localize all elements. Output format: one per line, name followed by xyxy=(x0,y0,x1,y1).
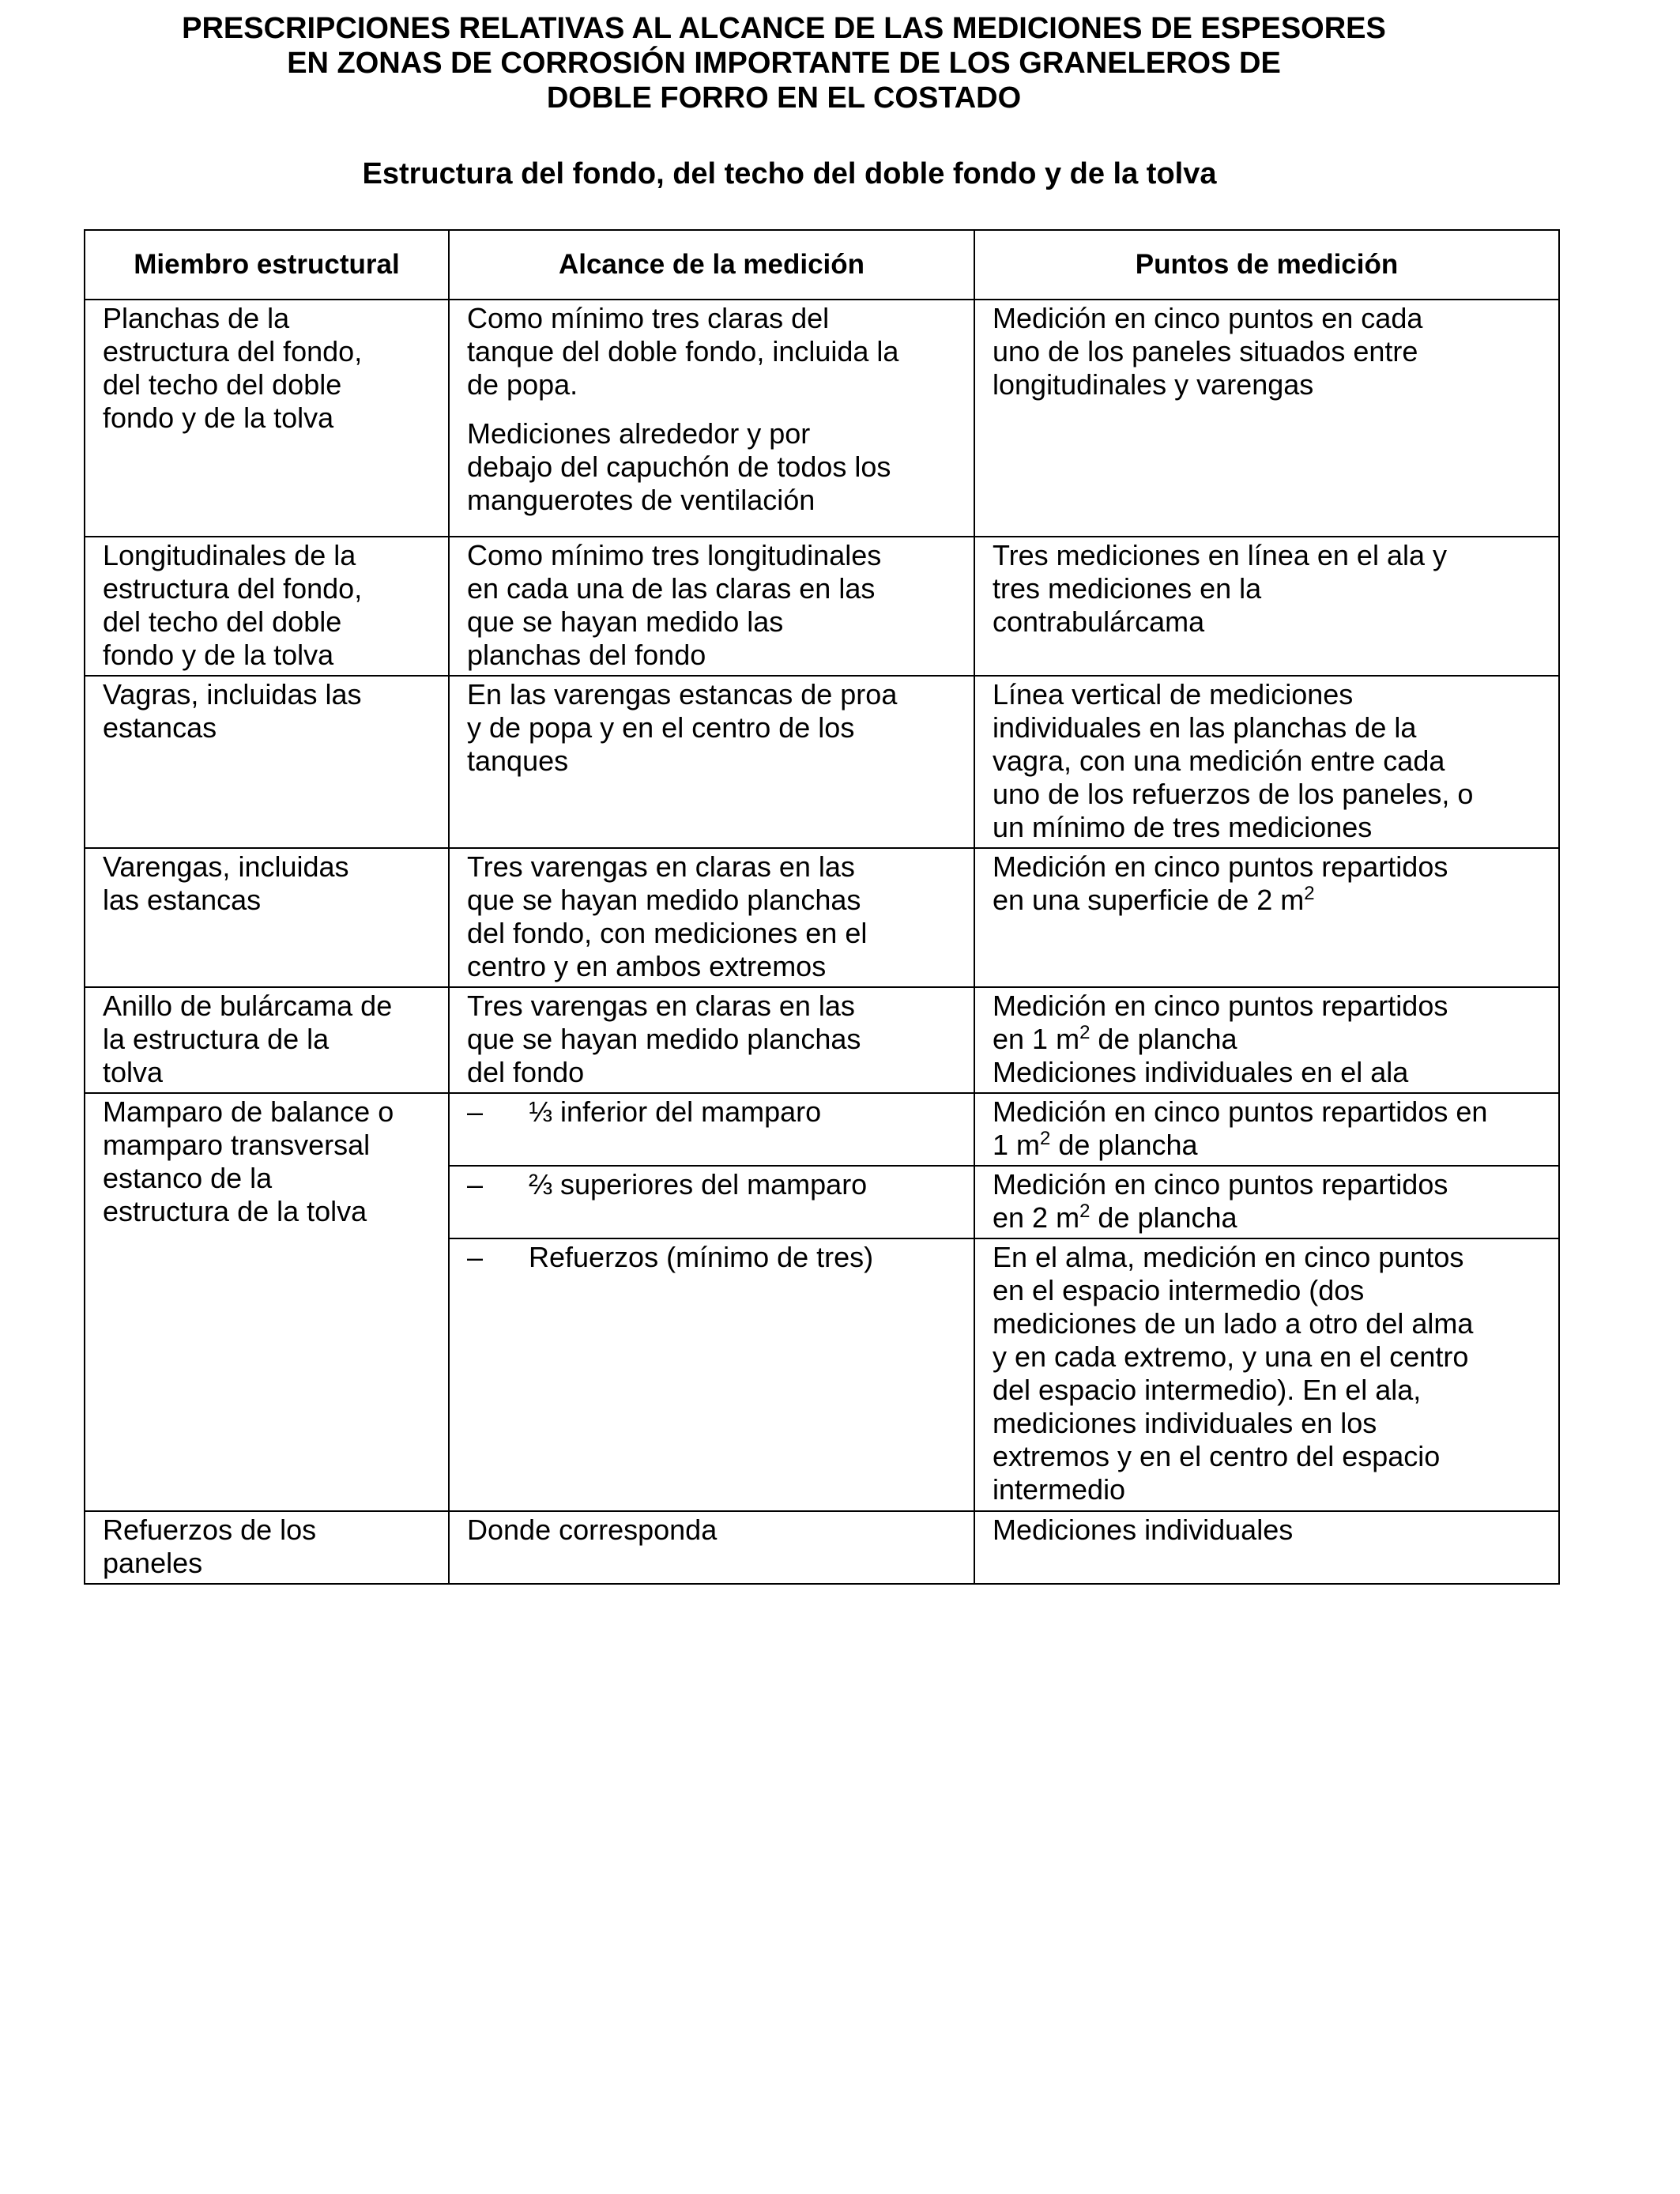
table-row xyxy=(85,1511,1559,1584)
scope-paragraph: Como mínimo tres claras del tanque del doble fondo, incluida la de popa. xyxy=(467,302,899,401)
superscript: 2 xyxy=(1079,1201,1090,1222)
title-line-1: PRESCRIPCIONES RELATIVAS AL ALCANCE DE LAS MEDICIONES DE ESPESORES xyxy=(182,12,1386,45)
member-cell: Planchas de la estructura del fondo, del techo del doble fondo y de la tolva xyxy=(85,300,449,537)
table-row xyxy=(85,987,1559,1093)
table-row xyxy=(85,300,1559,537)
scope-cell xyxy=(449,300,974,537)
scope-text: ⅔ superiores del mamparo xyxy=(529,1168,868,1201)
member-cell: Mamparo de balance o mamparo transversal estanco de la estructura de la tolva xyxy=(85,1093,449,1511)
title-line-3: DOBLE FORRO EN EL COSTADO xyxy=(546,81,1022,115)
points-cell: Tres mediciones en línea en el ala y tres mediciones en la contrabulárcama xyxy=(974,537,1559,676)
header-structural-member: Miembro estructural xyxy=(85,230,449,300)
scope-text: ⅓ inferior del mamparo xyxy=(529,1095,822,1128)
points-cell: Mediciones individuales xyxy=(974,1511,1559,1584)
member-cell: Refuerzos de los paneles xyxy=(85,1511,449,1584)
table-header-row xyxy=(85,230,1559,300)
member-cell: Vagras, incluidas las estancas xyxy=(85,676,449,848)
scope-paragraph: Mediciones alrededor y por debajo del capuchón de todos los manguerotes de ventilación xyxy=(467,417,891,516)
table-row xyxy=(85,1093,1559,1166)
table-row xyxy=(85,676,1559,848)
points-cell xyxy=(974,1093,1559,1166)
document-title xyxy=(0,11,1568,115)
points-text: Medición en cinco puntos repartidos en 1 m xyxy=(993,990,1448,1055)
table-row xyxy=(85,848,1559,987)
scope-cell xyxy=(449,1093,974,1166)
points-cell xyxy=(974,987,1559,1093)
points-text: Medición en cinco puntos repartidos en 1 m xyxy=(993,1095,1488,1161)
superscript: 2 xyxy=(1079,1022,1090,1043)
scope-cell xyxy=(449,1238,974,1511)
measurement-table xyxy=(84,229,1560,1585)
scope-cell: Donde corresponda xyxy=(449,1511,974,1584)
scope-cell: Como mínimo tres longitudinales en cada una de las claras en las que se hayan medido las planchas del fondo xyxy=(449,537,974,676)
superscript: 2 xyxy=(1304,883,1315,904)
header-measurement-scope: Alcance de la medición xyxy=(449,230,974,300)
points-cell: Medición en cinco puntos en cada uno de los paneles situados entre longitudinales y varengas xyxy=(974,300,1559,537)
points-text: de plancha xyxy=(1050,1129,1198,1161)
points-cell: Línea vertical de mediciones individuales en las planchas de la vagra, con una medición entre cada uno de los refuerzos de los paneles, o un mínimo de tres mediciones xyxy=(974,676,1559,848)
points-text: Medición en cinco puntos repartidos en una superficie de 2 m xyxy=(993,850,1448,916)
points-text: de plancha xyxy=(1090,1201,1237,1234)
member-cell: Varengas, incluidas las estancas xyxy=(85,848,449,987)
scope-text: Refuerzos (mínimo de tres) xyxy=(529,1241,874,1273)
scope-cell: Tres varengas en claras en las que se hayan medido planchas del fondo, con mediciones en el centro y en ambos extremos xyxy=(449,848,974,987)
scope-cell xyxy=(449,1166,974,1238)
scope-cell: Tres varengas en claras en las que se hayan medido planchas del fondo xyxy=(449,987,974,1093)
points-cell: En el alma, medición en cinco puntos en el espacio intermedio (dos mediciones de un lado a otro del alma y en cada extremo, y una en el centro del espacio intermedio). En el ala, mediciones individuales en los extremos y en el centro del espacio intermedio xyxy=(974,1238,1559,1511)
dash-bullet: – xyxy=(467,1095,484,1128)
table-row xyxy=(85,537,1559,676)
header-measurement-points: Puntos de medición xyxy=(974,230,1559,300)
title-line-2: EN ZONAS DE CORROSIÓN IMPORTANTE DE LOS GRANELEROS DE xyxy=(287,47,1281,80)
dash-bullet: – xyxy=(467,1168,484,1201)
member-cell: Longitudinales de la estructura del fondo, del techo del doble fondo y de la tolva xyxy=(85,537,449,676)
points-cell xyxy=(974,1166,1559,1238)
scope-cell: En las varengas estancas de proa y de popa y en el centro de los tanques xyxy=(449,676,974,848)
member-cell: Anillo de bulárcama de la estructura de la tolva xyxy=(85,987,449,1093)
section-subtitle: Estructura del fondo, del techo del doble fondo y de la tolva xyxy=(362,157,1217,190)
points-text: Medición en cinco puntos repartidos en 2 m xyxy=(993,1168,1448,1234)
points-text: de plancha Mediciones individuales en el ala xyxy=(993,1023,1409,1088)
dash-bullet: – xyxy=(467,1241,484,1273)
points-cell xyxy=(974,848,1559,987)
superscript: 2 xyxy=(1040,1128,1051,1149)
